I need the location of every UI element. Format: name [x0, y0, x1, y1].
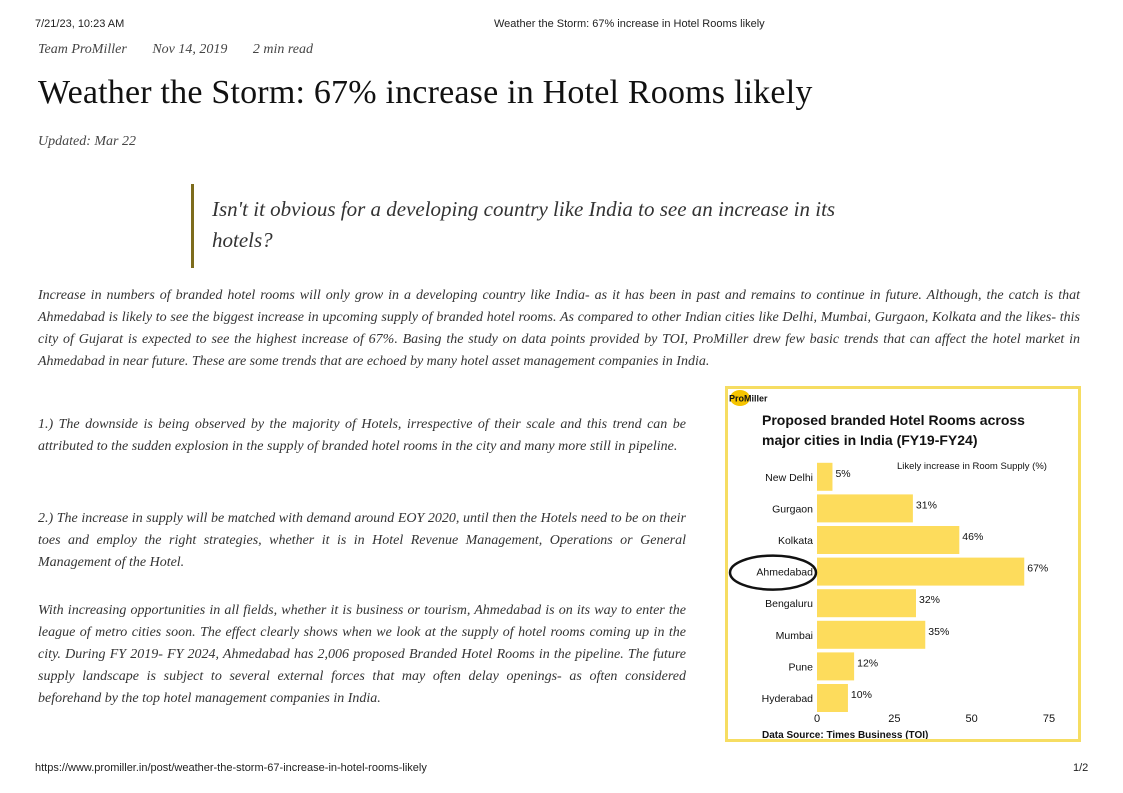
category-label: Pune [788, 661, 813, 674]
x-tick-label: 25 [888, 713, 901, 725]
value-label: 35% [928, 625, 950, 638]
bar-ahmedabad [817, 558, 1024, 586]
point-1-paragraph: 1.) The downside is being observed by the majority of Hotels, irrespective of their scale and this trend can be attributed to the sudden explosion in the supply of branded hotel rooms in the city and many more still in pipeline. [38, 417, 686, 454]
print-footer-url: https://www.promiller.in/post/weather-the-storm-67-increase-in-hotel-rooms-likely [35, 762, 427, 774]
category-label: Kolkata [777, 535, 813, 547]
value-label: 31% [915, 499, 937, 512]
post-author[interactable]: Team ProMiller [38, 42, 127, 57]
x-tick-label: 50 [965, 713, 978, 725]
post-title: Weather the Storm: 67% increase in Hotel Rooms likely [38, 74, 813, 111]
chart-title-line-2: major cities in India (FY19-FY24) [762, 432, 978, 448]
intro-paragraph: Increase in numbers of branded hotel rooms will only grow in a developing country like India- as it has been in past and remains to continue in future. Although, the catch is that Ahmedabad is likely to see the biggest increase in upcoming supply of branded hotel rooms. As compared to other Indian cities like Delhi, Mumbai, Gurgaon, Kolkata and the likes- this city of Gujarat is expected to see the highest increase of 67%. Basing the study on data points provided by TOI, ProMiller drew few basic trends that can affect the hotel market in Ahmedabad in near future. These are some trends that are echoed by many hotel asset management companies in India. [38, 288, 1080, 369]
value-label: 67% [1027, 562, 1049, 575]
bar-bengaluru [817, 589, 916, 617]
category-label: Mumbai [775, 629, 813, 642]
hotel-rooms-chart [725, 386, 1081, 742]
closing-paragraph: With increasing opportunities in all fields, whether it is business or tourism, Ahmedabad is on its way to enter the league of metro cities soon. The effect clearly shows when we look at the supply of hotel rooms coming up in the city. During FY 2019- FY 2024, Ahmedabad has 2,006 proposed Branded Hotel Rooms in the pipeline. The future supply landscape is subject to several external forces that may often delay openings- as often considered beforehand by the top hotel management companies in India. [38, 603, 686, 706]
category-label: Ahmedabad [756, 566, 813, 579]
value-label: 10% [850, 689, 872, 701]
chart-svg [728, 389, 1078, 739]
value-label: 12% [857, 657, 879, 670]
value-label: 32% [918, 594, 941, 607]
data-source: Data Source: Times Business (TOI) [762, 730, 929, 739]
post-meta [38, 42, 335, 58]
value-label: 46% [962, 531, 984, 543]
value-label: 5% [835, 467, 851, 480]
print-page-title: Weather the Storm: 67% increase in Hotel Rooms likely [494, 18, 765, 30]
chart-legend: Likely increase in Room Supply (%) [897, 461, 1047, 472]
point-2-paragraph: 2.) The increase in supply will be matched with demand around EOY 2020, until then the Hotels need to be on their toes and employ the right strategies, whether it is in Hotel Revenue Management, Operations or General Management of the Hotel. [38, 511, 686, 570]
bar-kolkata [817, 526, 959, 554]
post-read-time: 2 min read [252, 42, 314, 57]
pull-quote-text: Isn't it obvious for a developing country like India to see an increase in its hotels? [212, 197, 836, 252]
bar-pune [817, 652, 854, 680]
x-tick-label: 0 [813, 713, 821, 725]
bar-mumbai [817, 621, 925, 649]
print-footer-page: 1/2 [1073, 762, 1089, 774]
print-datetime: 7/21/23, 10:23 AM [35, 18, 125, 30]
category-label: Bengaluru [765, 598, 813, 611]
x-tick-label: 75 [1042, 713, 1056, 725]
chart-title-line-1: Proposed branded Hotel Rooms across [762, 412, 1025, 428]
promiller-logo-text: ProMiller [729, 393, 768, 404]
bar-gurgaon [817, 494, 913, 522]
category-label: Hyderabad [761, 693, 813, 705]
category-label: New Delhi [765, 471, 813, 484]
promiller-logo [728, 389, 772, 407]
post-updated: Updated: Mar 22 [38, 134, 136, 149]
bar-new-delhi [817, 463, 832, 491]
bar-hyderabad [817, 684, 848, 712]
post-date: Nov 14, 2019 [152, 42, 228, 57]
category-label: Gurgaon [772, 503, 813, 516]
pull-quote [191, 184, 864, 268]
